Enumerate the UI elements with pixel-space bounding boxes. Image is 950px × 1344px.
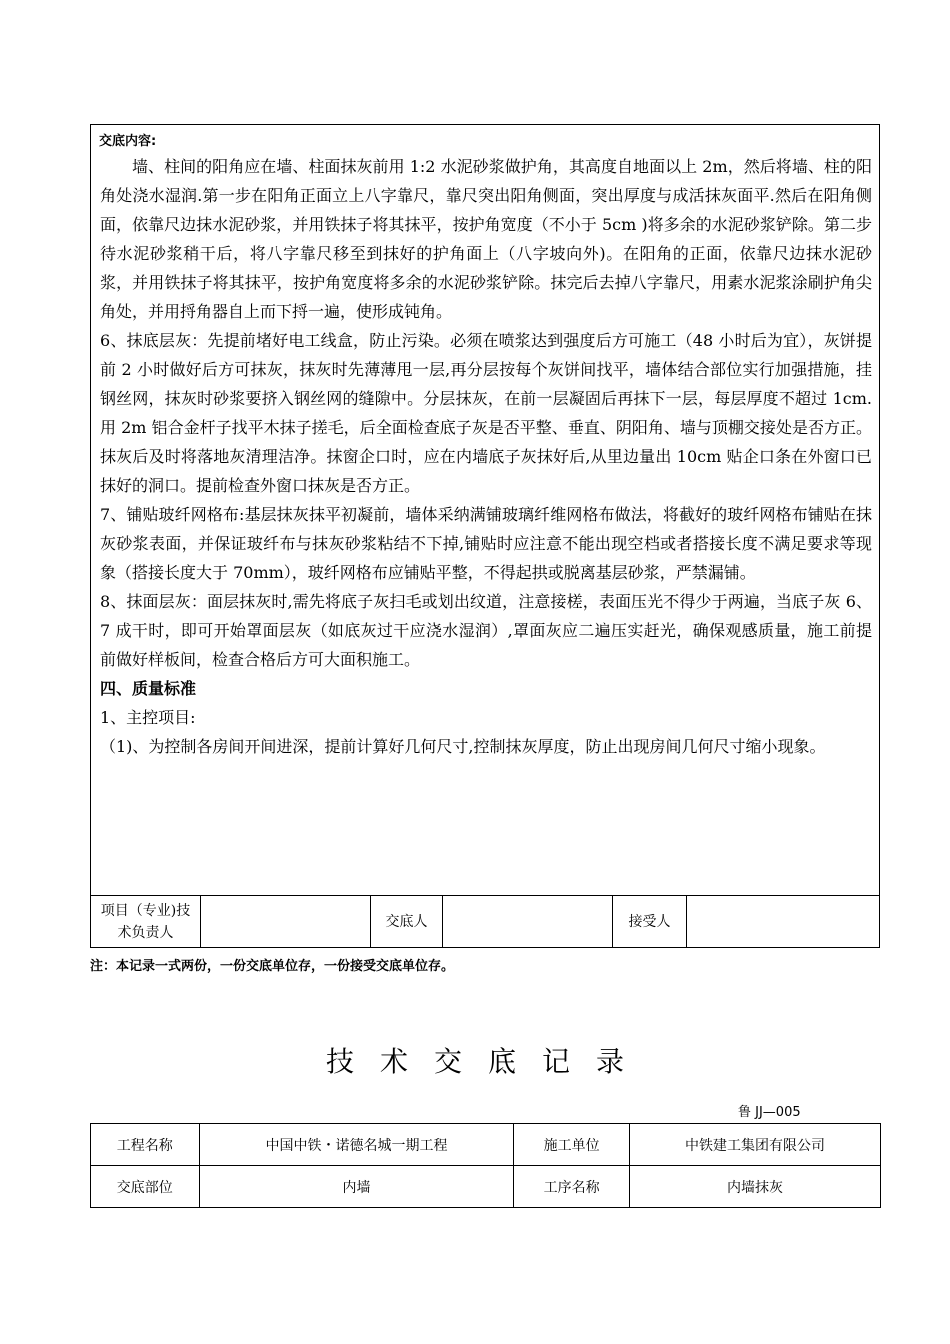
contractor-value: 中铁建工集团有限公司 — [629, 1124, 880, 1166]
paragraph-base-coat: 6、抹底层灰：先提前堵好电工线盒，防止污染。必须在喷浆达到强度后方可施工（48 小时后为宜），灰饼提前 2 小时做好后方可抹灰，抹灰时先薄薄甩一层,再分层按每个灰饼间找平，墙体结合部位实行加强措施，挂钢丝网，抹灰时砂浆要挤入钢丝网的缝隙中。分层抹灰，在前一层凝固后再抹下一层，每层厚度不超过 1cm.用 2m 铝合金杆子找平木抹子搓毛，后全面检查底子灰是否平整、垂直、阴阳角、墙与顶棚交接处是否方正。抹灰后及时将落地灰清理洁净。抹窗企口时，应在内墙底子灰抹好后,从里边量出 10cm 贴企口条在外窗口已抹好的洞口。提前检查外窗口抹灰是否方正。 — [100, 331, 872, 495]
discloser-field[interactable] — [443, 896, 613, 948]
page-title: 技术交底记录 — [325, 1045, 650, 1078]
disclosure-content-box — [90, 124, 880, 948]
signature-row — [91, 895, 879, 948]
disclosure-body — [100, 152, 872, 761]
table-row — [91, 1124, 881, 1166]
paragraph-finish-coat: 8、抹面层灰：面层抹灰时,需先将底子灰扫毛或划出纹道，注意接槎，表面压光不得少于两遍，当底子灰 6、7 成干时，即可开始罩面层灰（如底灰过干应浇水湿润）,罩面灰应二遍压实赶光，确保观感质量，施工前提前做好样板间，检查合格后方可大面积施工。 — [100, 592, 872, 669]
footnote: 注：本记录一式两份，一份交底单位存，一份接受交底单位存。 — [90, 959, 455, 974]
paragraph-corner-protection: 墙、柱间的阳角应在墙、柱面抹灰前用 1:2 水泥砂浆做护角，其高度自地面以上 2m，然后将墙、柱的阳角处浇水湿润.第一步在阳角正面立上八字靠尺，靠尺突出阳角侧面，突出厚度与成活抹灰面平.然后在阳角侧面，依靠尺边抹水泥砂浆，并用铁抹子将其抹平，按护角宽度（不小于 5cm )将多余的水泥砂浆铲除。第二步待水泥砂浆稍干后，将八字靠尺移至到抹好的护角面上（八字坡向外)。在阳角的正面，依靠尺边抹水泥砂浆，并用铁抹子将其抹平，按护角宽度将多余的水泥砂浆铲除。抹完后去掉八字靠尺，用素水泥浆涂刷护角尖角处，并用捋角器自上而下捋一遍，使形成钝角。 — [100, 157, 872, 321]
project-lead-label: 项目（专业)技术负责人 — [91, 896, 201, 948]
table-row — [91, 1166, 881, 1208]
paragraph-main-items: 1、主控项目: — [100, 708, 196, 727]
contractor-label: 施工单位 — [514, 1124, 630, 1166]
form-code: 鲁 JJ—005 — [738, 1105, 801, 1120]
receiver-field[interactable] — [687, 896, 879, 948]
section-heading-quality: 四、质量标准 — [100, 679, 197, 698]
paragraph-item-1: （1)、为控制各房间开间进深，提前计算好几何尺寸,控制抹灰厚度，防止出现房间几何尺寸缩小现象。 — [100, 737, 826, 756]
content-label: 交底内容: — [99, 134, 157, 149]
project-name-value: 中国中铁・诺德名城一期工程 — [199, 1124, 514, 1166]
process-label: 工序名称 — [514, 1166, 630, 1208]
project-name-label: 工程名称 — [91, 1124, 200, 1166]
location-value: 内墙 — [199, 1166, 514, 1208]
project-info-table — [90, 1123, 881, 1208]
receiver-label: 接受人 — [613, 896, 687, 948]
paragraph-mesh: 7、铺贴玻纤网格布:基层抹灰抹平初凝前，墙体采纳满铺玻璃纤维网格布做法，将截好的玻纤网格布铺贴在抹灰砂浆表面，并保证玻纤布与抹灰砂浆粘结不下掉,铺贴时应注意不能出现空档或者搭接长度不满足要求等现象（搭接长度大于 70mm），玻纤网格布应铺贴平整，不得起拱或脱离基层砂浆，严禁漏铺。 — [100, 505, 872, 582]
discloser-label: 交底人 — [371, 896, 443, 948]
process-value: 内墙抹灰 — [629, 1166, 880, 1208]
location-label: 交底部位 — [91, 1166, 200, 1208]
project-lead-field[interactable] — [201, 896, 371, 948]
